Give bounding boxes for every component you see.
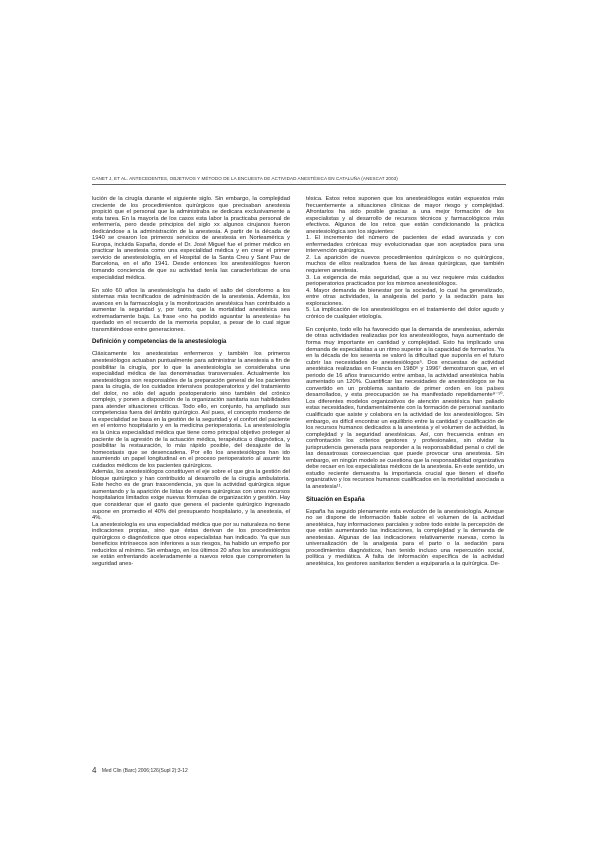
list-item: 4. Mayor demanda de bienestar por la sociedad, lo cual ha generalizado, entre otras actividades, la analgesia del parto y la sedación para las exploraciones. [306,287,504,307]
paragraph: Además, los anestesiólogos constituyen el eje sobre el que gira la gestión del bloque quirúrgico y han contribuido al desarrollo de la cirugía ambulatoria. Este hecho es de gran trascendencia, ya que la actividad quirúrgica sigue aumentando y la aparición de listas de espera quirúrgicas con unos recursos hospitalarios limitados exige nuevas fórmulas de organización y gestión. Hay que considerar que el gasto que genera el paciente quirúrgico ingresado supone en promedio el 40% del presupuesto hospitalario, y la anestesia, el 4%. [92,469,290,522]
left-column [92,196,290,567]
paragraph: España ha seguido plenamente esta evolución de la anestesiología. Aunque no se dispone de información fiable sobre el volumen de la actividad anestésica, hay informaciones parciales y sobre todo existe la percepción de que están aumentando las indicaciones, la complejidad y la demanda de anestesias. Algunas de las indicaciones relativamente nuevas, como la universalización de la analgesia para el parto o la sedación para procedimientos diagnósticos, han tenido incluso una repercusión social, política y mediática. A falta de información específica de la actividad anestésica, los gestores sanitarios tienden a equipararla a la quirúrgica. De- [306,508,504,567]
section-heading: Definición y competencias de la anestesiología [92,339,227,346]
paragraph: lución de la cirugía durante el siguiente siglo. Sin embargo, la complejidad creciente de los procedimientos quirúrgicos que precisaban anestesia propició que el personal que la administraba se dedicara exclusivamente a esta tarea. En la mayoría de los casos esta labor la practicaba personal de enfermería, pero desde principios del siglo xx algunos cirujanos fueron dedicándose a la administración de la anestesia. A partir de la década de 1940 se crearon los primeros servicios de anestesia en Norteamérica y Europa, incluida España, donde el Dr. José Miguel fue el primer médico en practicar la anestesia como una especialidad médica y en crear el primer servicio de anestesiología, en el Hospital de la Santa Creu y Sant Pau de Barcelona, en el año 1941. Desde entonces los anestesiólogos fueron tomando conciencia de que su actividad tenía las características de una especialidad médica. [92,196,290,281]
list-item: 5. La implicación de los anestesiólogos en el tratamiento del dolor agudo y crónico de cualquier etiología. [306,307,504,320]
paragraph: La anestesiología es una especialidad médica que por su naturaleza no tiene indicaciones propias, sino que éstas derivan de los procedimientos quirúrgicos o diagnósticos que otros especialistas han indicado. Ya que sus beneficios intrínsecos son inferiores a sus riesgos, ha habido un empeño por reducirlos al mínimo. Sin embargo, en los últimos 20 años los anestesiólogos se están enfrentando aceleradamente a nuevos retos que comprometen la seguridad anes- [92,521,290,567]
running-header: CANET J, ET AL. ANTECEDENTES, OBJETIVOS Y MÉTODO DE LA ENCUESTA DE ACTIVIDAD ANESTÉSICA EN CATALUÑA (ANESCAT 2003) [92,176,398,181]
page-number: 4 [92,766,97,775]
header-rule [92,184,506,185]
right-column [306,196,504,567]
list-item: 2. La aparición de nuevos procedimientos quirúrgicos o no quirúrgicos, muchos de ellos realizados fuera de las áreas quirúrgicas, que también requieren anestesia. [306,254,504,275]
page-footer [92,766,188,775]
section-heading: Situación en España [306,496,365,503]
paragraph: Clásicamente los anestesistas enfermeros y también los primeros anestesiólogos actuaban puntualmente para administrar la anestesia a fin de posibilitar la cirugía, por lo que la anestesiología se consideraba una especialidad médica de las denominadas transversales. Actualmente los anestesiólogos son responsables de la preparación general de los pacientes para la cirugía, de los cuidados intensivos postoperatorios y del tratamiento del dolor, no sólo del agudo postoperatorio sino también del crónico complejo, y ponen a disposición de la organización sanitaria sus habilidades para atender situaciones críticas. Todo ello, en conjunto, ha ampliado sus competencias fuera del ámbito quirúrgico. Así pues, el concepto moderno de la especialidad se basa en la gestión de la seguridad y el confort del paciente en el entorno hospitalario y en la medicina perioperatoria. La anestesiología es la única especialidad médica que tiene como principal objetivo proteger al paciente de la agresión de la actuación médica, terapéutica o diagnóstica, y posibilitar la restauración, lo más rápido posible, del desajuste de la homeostasis que se desencadena. Por ello los anestesiólogos han ido asumiendo un papel longitudinal en el proceso perioperatorio al asumir los cuidados médicos de los pacientes quirúrgicos. [92,351,290,469]
list-item: 3. La exigencia de más seguridad, que a su vez requiere más cuidados perioperatorios practicados por los mismos anestesiólogos. [306,274,504,288]
paragraph: En conjunto, todo ello ha favorecido que la demanda de anestesias, además de otras actividades realizadas por los anestesiólogos, haya aumentado de forma muy importante en cantidad y complejidad. Esto ha implicado una demanda de especialistas a un ritmo superior a la capacidad de formarlos. Ya en la década de los sesenta se valoró la dificultad que suponía en el futuro cubrir las necesidades de anestesiólogos⁵. Dos encuestas de actividad anestésica realizadas en Francia en 1980⁶ y 1996⁷ demostraron que, en el periodo de 16 años transcurrido entre ambas, la actividad anestésica había aumentado un 120%. Cuantificar las necesidades de anestesiólogos se ha convertido en un problema sanitario de primer orden en los países desarrollados, y esta preocupación se ha manifestado repetidamente⁸⁻¹⁰. Los diferentes modelos organizativos de atención anestésica han paliado estas necesidades, fundamentalmente con la formación de personal sanitario cualificado que asiste y colabora en la actividad de los anestesiólogos. Sin embargo, es difícil encontrar un equilibrio entre la cantidad y cualificación de los recursos humanos dedicados a la anestesia y el volumen de actividad, la complejidad y la seguridad anestésicas. Así, con frecuencia entran en confrontación los criterios gestores y profesionales, sin olvidar la jurisprudencia generada para responder a la responsabilidad penal o civil de las desastrosas consecuencias que puede provocar una anestesia. Sin embargo, en ningún modelo se cuestiona que la responsabilidad organizativa debe recaer en los especialistas médicos de la anestesia. En este sentido, un estudio reciente demuestra la importancia crucial que tienen el diseño organizativo y los recursos humanos cualificados en la mortalidad asociada a la anestesia¹¹. [306,326,504,491]
paragraph: tésica. Estos retos suponen que los anestesiólogos están expuestos más frecuentemente a situaciones clínicas de mayor riesgo y complejidad. Afrontarlos ha sido posible gracias a una mejor formación de los especialistas y al desarrollo de recursos técnicos y farmacológicos más efectivos. Algunos de los retos que están condicionando la práctica anestesiológica son los siguientes: [306,196,504,235]
paragraph: En sólo 60 años la anestesiología ha dado el salto del cloroformo a los sistemas más tecnificados de administración de la anestesia. Además, los avances en la farmacología y la monitorización anestésica han contribuido a aumentar la seguridad y, por tanto, que la mortalidad anestésica sea extremadamente baja. La frase «no ha podido aguantar la anestesia» ha quedado en el recuerdo de la memoria popular, a pesar de lo cual sigue transmitiéndose entre generaciones. [92,287,290,333]
journal-citation: Med Clin (Barc) 2006;126(Supl 2):3-12 [101,768,188,774]
list-item: 1. El incremento del número de pacientes de edad avanzada y con enfermedades crónicas muy evolucionadas que son aceptados para una intervención quirúrgica. [306,235,504,255]
